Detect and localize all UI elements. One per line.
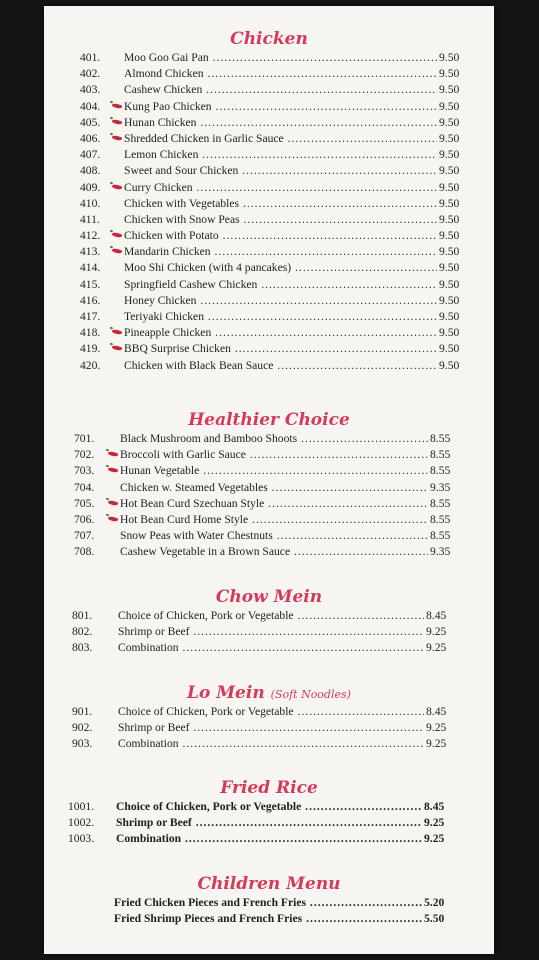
item-name: Snow Peas with Water Chestnuts .....: [120, 528, 428, 544]
item-name: Chicken with Potato .....: [124, 228, 437, 244]
item-name: Choice of Chicken, Pork or Vegetable .....: [116, 799, 422, 815]
menu-item: [44, 736, 494, 752]
menu-item: [44, 799, 494, 815]
item-number: 902.: [72, 721, 93, 735]
item-price: 9.50: [437, 66, 459, 82]
menu-item: [44, 704, 494, 720]
item-name: Hot Bean Curd Home Style .....: [120, 512, 428, 528]
item-price: 9.50: [437, 228, 459, 244]
item-number: 707.: [74, 529, 95, 543]
item-list: [44, 431, 494, 561]
item-price: 9.25: [424, 720, 446, 736]
item-price: 9.50: [437, 293, 459, 309]
menu-item: [44, 341, 494, 357]
section-heading: Fried Rice: [220, 778, 318, 798]
item-number: 412.: [80, 229, 101, 243]
menu-item: [44, 260, 494, 276]
section-chicken: [44, 28, 494, 374]
item-number: 802.: [72, 625, 93, 639]
section-title: Lo Mein: [187, 683, 265, 703]
item-name: Shredded Chicken in Garlic Sauce .....: [124, 131, 437, 147]
item-number: 418.: [80, 326, 101, 340]
item-name: Fried Chicken Pieces and French Fries .....: [114, 895, 422, 911]
item-name: Teriyaki Chicken .....: [124, 309, 437, 325]
item-price: 9.50: [437, 163, 459, 179]
item-number: 417.: [80, 310, 101, 323]
hot-pepper-icon: [112, 102, 123, 109]
item-name: Moo Goo Gai Pan .....: [124, 50, 437, 66]
item-name: Chicken with Snow Peas .....: [124, 212, 437, 228]
menu-item: [44, 163, 494, 179]
hot-pepper-icon: [112, 134, 123, 141]
hot-pepper-icon: [108, 499, 119, 506]
item-price: 9.50: [437, 115, 459, 131]
item-number: 407.: [80, 148, 101, 162]
item-number: 404.: [80, 99, 101, 113]
item-price: 9.50: [437, 196, 459, 212]
item-name: Broccoli with Garlic Sauce .....: [120, 447, 428, 463]
section-healthier-choice: [44, 409, 494, 561]
hot-pepper-icon: [112, 232, 123, 239]
item-price: 8.55: [428, 463, 450, 479]
menu-item: [44, 82, 494, 98]
item-number: 415.: [80, 277, 101, 291]
menu-item: [44, 358, 494, 374]
item-name: Black Mushroom and Bamboo Shoots .....: [120, 431, 428, 447]
item-name: Cashew Chicken .....: [124, 82, 437, 98]
item-price: 8.55: [428, 447, 450, 463]
item-price: 8.55: [428, 431, 450, 447]
item-list: [44, 895, 494, 927]
item-name: Chicken w. Steamed Vegetables .....: [120, 480, 428, 496]
hot-pepper-icon: [108, 515, 119, 522]
item-price: 9.50: [437, 50, 459, 66]
menu-item: [44, 50, 494, 66]
menu-item: [44, 544, 494, 560]
item-name: Choice of Chicken, Pork or Vegetable .....: [118, 704, 424, 720]
item-name: Shrimp or Beef .....: [116, 815, 422, 831]
item-number: 801.: [72, 609, 93, 622]
item-price: 9.50: [437, 82, 459, 98]
section-subtitle: (Soft Noodles): [270, 688, 351, 701]
item-number: 1002.: [68, 816, 95, 830]
item-price: 9.25: [422, 815, 444, 831]
item-price: 8.45: [424, 704, 446, 720]
item-name: Mandarin Chicken .....: [124, 244, 437, 260]
hot-pepper-icon: [112, 183, 123, 190]
item-price: 9.50: [437, 244, 459, 260]
item-price: 8.55: [428, 496, 450, 512]
item-name: Lemon Chicken .....: [124, 147, 437, 163]
item-price: 9.50: [437, 180, 459, 196]
menu-item: [44, 624, 494, 640]
item-price: 9.50: [437, 341, 459, 357]
section-lo-mein: [44, 682, 494, 753]
item-price: 9.25: [424, 736, 446, 752]
item-price: 9.25: [424, 624, 446, 640]
menu-item: [44, 447, 494, 463]
item-price: 8.55: [428, 528, 450, 544]
item-name: Hot Bean Curd Szechuan Style .....: [120, 496, 428, 512]
item-price: 9.50: [437, 147, 459, 163]
item-number: 414.: [80, 261, 101, 275]
item-price: 8.55: [428, 512, 450, 528]
section-heading: Chicken: [230, 29, 308, 49]
item-price: 9.50: [437, 131, 459, 147]
menu-item: [44, 608, 494, 624]
item-price: 9.25: [424, 640, 446, 656]
item-number: 1003.: [68, 832, 95, 846]
item-price: 9.50: [437, 99, 459, 115]
menu-item: [44, 480, 494, 496]
section-heading: [44, 682, 494, 704]
item-price: 9.50: [437, 260, 459, 276]
item-number: 409.: [80, 180, 101, 194]
item-name: Combination .....: [118, 640, 424, 656]
menu-item: [44, 115, 494, 131]
item-price: 9.25: [422, 831, 444, 847]
item-name: Honey Chicken .....: [124, 293, 437, 309]
item-number: 803.: [72, 641, 93, 655]
item-name: Curry Chicken .....: [124, 180, 437, 196]
item-price: 9.50: [437, 358, 459, 374]
section-children-menu: [44, 873, 494, 927]
hot-pepper-icon: [112, 118, 123, 125]
section-heading: Chow Mein: [215, 587, 323, 607]
item-name: Cashew Vegetable in a Brown Sauce .....: [120, 544, 428, 560]
item-number: 706.: [74, 512, 95, 526]
item-name: Chicken with Vegetables .....: [124, 196, 437, 212]
item-number: 1001.: [68, 800, 95, 813]
item-number: 401.: [80, 51, 101, 64]
item-name: Shrimp or Beef .....: [118, 720, 424, 736]
item-number: 420.: [80, 358, 101, 372]
item-name: Hunan Chicken .....: [124, 115, 437, 131]
menu-item: [44, 911, 494, 927]
hot-pepper-icon: [112, 329, 123, 336]
item-number: 406.: [80, 131, 101, 145]
menu-item: [44, 640, 494, 656]
item-number: 903.: [72, 737, 93, 751]
item-name: Sweet and Sour Chicken .....: [124, 163, 437, 179]
item-name: Kung Pao Chicken .....: [124, 99, 437, 115]
item-name: Springfield Cashew Chicken .....: [124, 277, 437, 293]
item-number: 708.: [74, 545, 95, 559]
item-price: 9.50: [437, 309, 459, 325]
item-name: Chicken with Black Bean Sauce .....: [124, 358, 437, 374]
item-name: Shrimp or Beef .....: [118, 624, 424, 640]
item-price: 8.45: [422, 799, 444, 815]
item-number: 402.: [80, 67, 101, 81]
item-number: 410.: [80, 196, 101, 210]
menu-item: [44, 196, 494, 212]
hot-pepper-icon: [108, 467, 119, 474]
menu-item: [44, 815, 494, 831]
section-chow-mein: [44, 586, 494, 657]
item-number: 416.: [80, 293, 101, 307]
item-name: Combination .....: [118, 736, 424, 752]
item-name: Almond Chicken .....: [124, 66, 437, 82]
menu-page: [44, 6, 494, 954]
menu-item: [44, 528, 494, 544]
menu-item: [44, 293, 494, 309]
item-price: 9.35: [428, 480, 450, 496]
hot-pepper-icon: [112, 248, 123, 255]
hot-pepper-icon: [112, 345, 123, 352]
menu-item: [44, 325, 494, 341]
item-price: 8.45: [424, 608, 446, 624]
item-name: BBQ Surprise Chicken .....: [124, 341, 437, 357]
section-heading: Children Menu: [197, 874, 341, 894]
menu-item: [44, 512, 494, 528]
item-name: Hunan Vegetable .....: [120, 463, 428, 479]
item-name: Moo Shi Chicken (with 4 pancakes) .....: [124, 260, 437, 276]
item-list: [44, 608, 494, 657]
menu-item: [44, 277, 494, 293]
menu-item: [44, 895, 494, 911]
menu-item: [44, 212, 494, 228]
item-number: 413.: [80, 245, 101, 259]
menu-item: [44, 66, 494, 82]
menu-item: [44, 309, 494, 325]
item-list: [44, 704, 494, 753]
item-number: 419.: [80, 342, 101, 356]
item-price: 5.50: [422, 911, 444, 927]
item-price: 5.20: [422, 895, 444, 911]
item-number: 411.: [80, 212, 100, 226]
item-number: 405.: [80, 115, 101, 129]
item-price: 9.35: [428, 544, 450, 560]
item-number: 704.: [74, 480, 95, 494]
menu-item: [44, 131, 494, 147]
item-number: 701.: [74, 432, 95, 445]
hot-pepper-icon: [108, 451, 119, 458]
item-number: 901.: [72, 705, 93, 718]
item-name: Fried Shrimp Pieces and French Fries .....: [114, 911, 422, 927]
menu-item: [44, 720, 494, 736]
menu-item: [44, 463, 494, 479]
menu-item: [44, 831, 494, 847]
item-name: Pineapple Chicken .....: [124, 325, 437, 341]
item-name: Combination .....: [116, 831, 422, 847]
item-number: 703.: [74, 464, 95, 478]
section-heading: Healthier Choice: [188, 410, 350, 430]
menu-item: [44, 180, 494, 196]
item-number: 702.: [74, 448, 95, 462]
item-number: 403.: [80, 83, 101, 97]
menu-item: [44, 99, 494, 115]
menu-item: [44, 228, 494, 244]
menu-item: [44, 431, 494, 447]
section-fried-rice: [44, 777, 494, 848]
item-price: 9.50: [437, 325, 459, 341]
menu-item: [44, 147, 494, 163]
item-number: 408.: [80, 164, 101, 178]
item-price: 9.50: [437, 277, 459, 293]
menu-item: [44, 496, 494, 512]
item-list: [44, 50, 494, 374]
item-list: [44, 799, 494, 848]
item-number: 705.: [74, 496, 95, 510]
menu-item: [44, 244, 494, 260]
item-name: Choice of Chicken, Pork or Vegetable .....: [118, 608, 424, 624]
item-price: 9.50: [437, 212, 459, 228]
